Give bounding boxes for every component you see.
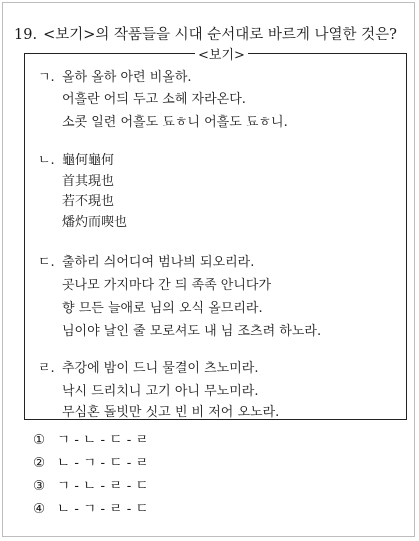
answer-choice-2[interactable] bbox=[33, 451, 149, 471]
section-marker-b: ㄴ. bbox=[38, 153, 55, 168]
section-b-line-1: 龜何龜何 bbox=[62, 153, 115, 168]
choice-number: ② bbox=[33, 455, 46, 471]
answer-choice-4[interactable] bbox=[33, 497, 149, 517]
section-b-line-2: 首其現也 bbox=[62, 174, 115, 189]
question-text bbox=[14, 23, 397, 44]
section-d-line-3: 무심혼 돌빗만 싯고 빈 비 저어 오노라. bbox=[62, 405, 280, 420]
choice-text: ㄱ - ㄴ - ㄹ - ㄷ bbox=[57, 478, 149, 494]
section-a-line-2: 어흘란 어듸 두고 소헤 자라온다. bbox=[62, 92, 246, 107]
choice-text: ㄴ - ㄱ - ㄷ - ㄹ bbox=[57, 455, 149, 471]
question-prompt: <보기>의 작품들을 시대 순서대로 바르게 나열한 것은? bbox=[43, 27, 397, 43]
question-number: 19. bbox=[14, 27, 38, 43]
section-c-line-1: 출하리 싀어디여 범나븨 되오리라. bbox=[62, 255, 255, 270]
choice-text: ㄴ - ㄱ - ㄹ - ㄷ bbox=[57, 501, 149, 517]
section-d-line-1: 추강에 밤이 드니 물결이 츠노미라. bbox=[62, 361, 259, 376]
section-c-line-4: 님이야 날인 줄 모로셔도 내 님 조츠려 하노라. bbox=[62, 324, 322, 339]
section-c-line-2: 곳나모 가지마다 간 듸 족족 안니다가 bbox=[62, 278, 272, 293]
section-b-line-4: 燔灼而喫也 bbox=[62, 215, 128, 230]
section-marker-d: ㄹ. bbox=[38, 361, 55, 376]
section-marker-a: ㄱ. bbox=[38, 70, 55, 85]
section-b-line-3: 若不現也 bbox=[62, 194, 115, 209]
section-c-line-3: 향 므든 늘애로 님의 오식 올므리라. bbox=[62, 301, 263, 316]
section-marker-c: ㄷ. bbox=[38, 255, 55, 270]
section-a-line-3: 소콧 일련 어흘도 됴ㅎ니 어흘도 됴ㅎ니. bbox=[62, 115, 288, 130]
answer-choice-1[interactable] bbox=[33, 428, 149, 448]
choice-number: ① bbox=[33, 432, 46, 448]
answer-choice-3[interactable] bbox=[33, 474, 149, 494]
section-a-line-1: 올하 올하 아련 비올하. bbox=[62, 70, 192, 85]
choice-number: ④ bbox=[33, 501, 46, 517]
choice-number: ③ bbox=[33, 478, 46, 494]
example-box-title: <보기> bbox=[195, 44, 248, 63]
section-d-line-2: 낙시 드리치니 고기 아니 무노미라. bbox=[62, 384, 259, 399]
choice-text: ㄱ - ㄴ - ㄷ - ㄹ bbox=[57, 432, 149, 448]
